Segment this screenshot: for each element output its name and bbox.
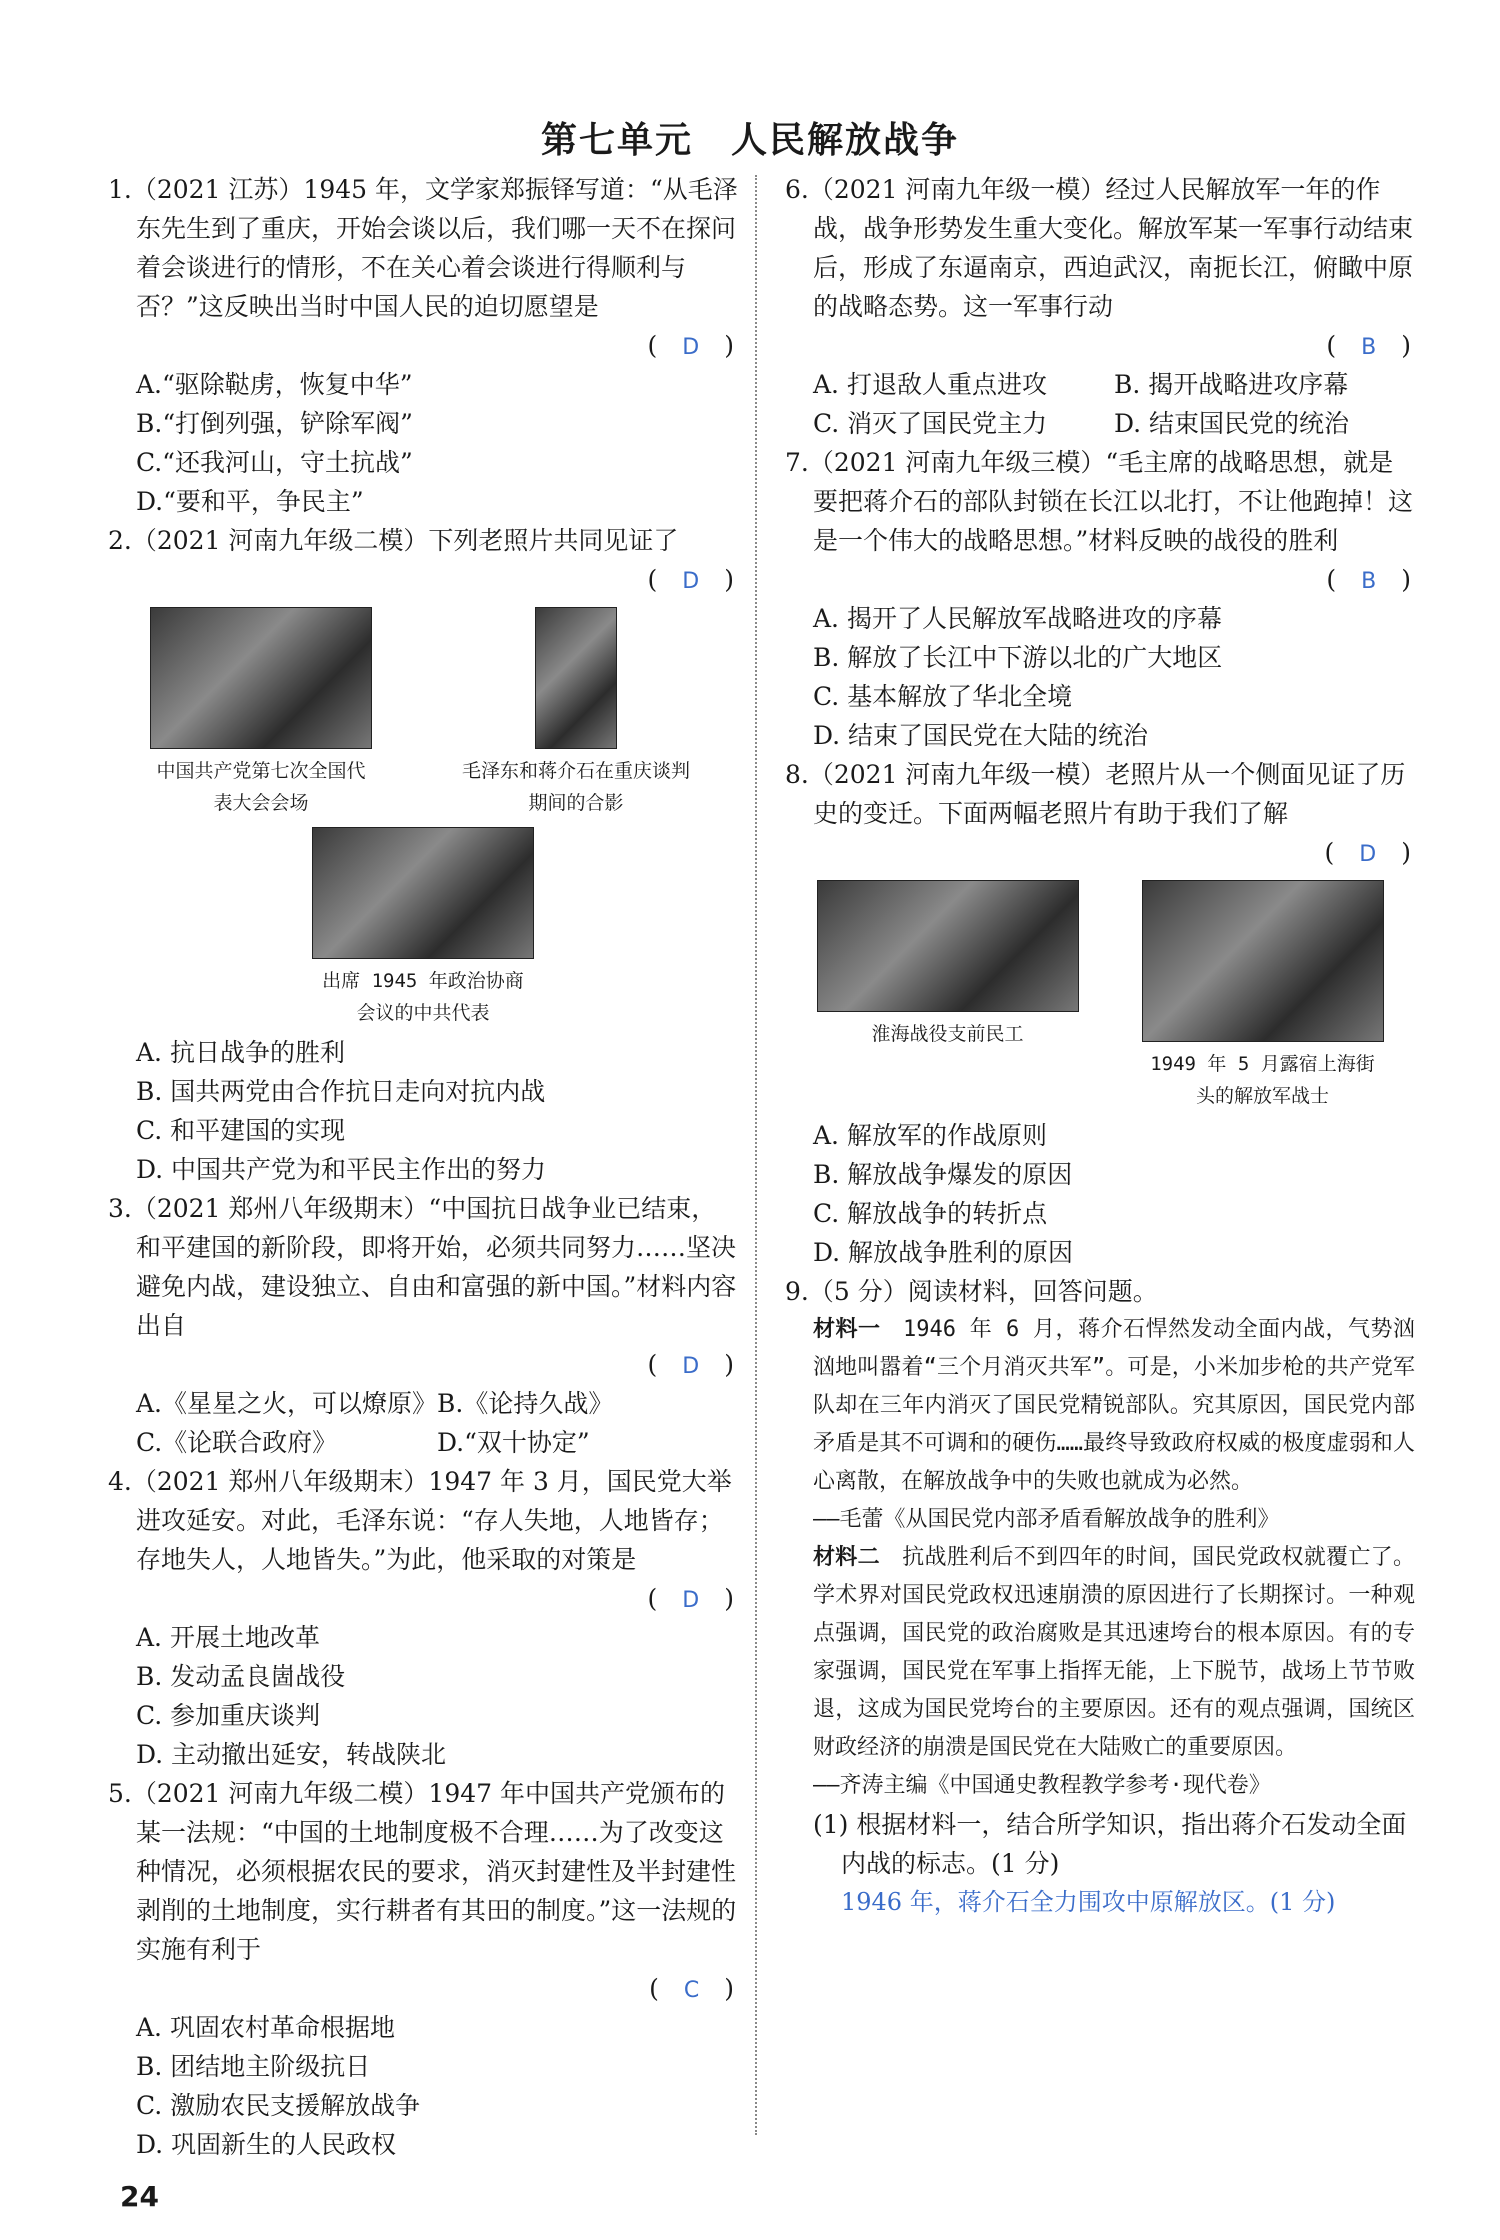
photo-row [785,880,1415,1112]
option: B. 国共两党由合作抗日走向对抗内战 [136,1077,546,1106]
question-stem: 7.（2021 河南九年级三模）“毛主席的战略思想，就是要把蒋介石的部队封锁在长江以北打，不让他跑掉！这是一个伟大的战略思想。”材料反映的战役的胜利 [785,448,1414,555]
answer-bracket: ( D ) [647,1350,734,1379]
question-6 [785,170,1415,443]
option: C.“还我河山，守土抗战” [136,448,413,477]
question-9 [785,1272,1415,1922]
answer: D [682,569,700,594]
question-3 [108,1189,738,1462]
material-text: 抗战胜利后不到四年的时间，国民党政权就覆亡了。学术界对国民党政权迅速崩溃的原因进行了长期探讨。一种观点强调，国民党的政治腐败是其迅速垮台的根本原因。有的专家强调，国民党在军事上指挥无能，上下脱节，战场上节节败退，这成为国民党垮台的主要原因。还有的观点强调，国统区财政经济的崩溃是国民党在大陆败亡的重要原因。 [813,1545,1415,1760]
answer: D [1359,842,1377,867]
answer-bracket: ( B ) [1326,331,1411,360]
answer: B [1361,569,1377,594]
option-row [785,404,1415,443]
option: A. 开展土地改革 [136,1623,320,1652]
answer: D [682,1588,700,1613]
question-8 [785,755,1415,1272]
column-divider [755,175,757,2135]
question-stem: 5.（2021 河南九年级二模）1947 年中国共产党颁布的某一法规：“中国的土地制度极不合理……为了改变这种情况，必须根据农民的要求，消灭封建性及半封建性剥削的土地制度，实行耕者有其田的制度。”这一法规的实施有利于 [108,1779,737,1964]
option: A.“驱除鞑虏，恢复中华” [136,370,413,399]
photo-image [312,827,534,959]
question-7 [785,443,1415,755]
material-label: 材料一 [813,1317,881,1342]
photo-caption: 出席 1945 年政治协商会议的中共代表 [322,970,524,1024]
option: D. 结束国民党的统治 [1114,409,1350,438]
answer-bracket: ( D ) [647,331,734,360]
option: B.《论持久战》 [437,1389,614,1418]
option: C. 参加重庆谈判 [136,1701,321,1730]
option: B. 解放战争爆发的原因 [813,1160,1073,1189]
photo-huaihai-workers [817,880,1079,1112]
answer-bracket: ( D ) [647,1584,734,1613]
question-2 [108,521,738,1189]
photo-image [817,880,1079,1012]
option: B. 发动孟良崮战役 [136,1662,346,1691]
option: A. 解放军的作战原则 [813,1121,1047,1150]
option: B. 揭开战略进攻序幕 [1114,370,1349,399]
material-text: 1946 年 6 月，蒋介石悍然发动全面内战，气势汹汹地叫嚣着“三个月消灭共军”。可是，小米加步枪的共产党军队却在三年内消灭了国民党精锐部队。究其原因，国民党内部矛盾是其不可调和的硬伤……最终导致政府权威的极度虚弱和人心离散，在解放战争中的失败也就成为必然。 [813,1317,1415,1494]
photo-caption: 淮海战役支前民工 [871,1023,1024,1045]
page-title: 第七单元 人民解放战争 [540,120,959,161]
question-stem: 3.（2021 郑州八年级期末）“中国抗日战争业已结束，和平建国的新阶段，即将开始，必须共同努力……坚决避免内战，建设独立、自由和富强的新中国。”材料内容出自 [108,1194,737,1340]
photo-image [1142,880,1384,1042]
option: A. 巩固农村革命根据地 [136,2013,395,2042]
option: A. 揭开了人民解放军战略进攻的序幕 [813,604,1222,633]
answer: D [682,335,700,360]
option: C. 消灭了国民党主力 [813,409,1048,438]
option: D. 解放战争胜利的原因 [813,1238,1074,1267]
answer-bracket: ( D ) [1324,838,1411,867]
option: A.《星星之火，可以燎原》 [136,1389,438,1418]
question-stem: 1.（2021 江苏）1945 年，文学家郑振铎写道：“从毛泽东先生到了重庆，开始会谈以后，我们哪一天不在探问着会谈进行的情形，不在关心着会谈进行得顺利与否？”这反映出当时中国人民的迫切愿望是 [108,175,738,321]
photo-caption: 1949 年 5 月露宿上海街头的解放军战士 [1150,1053,1375,1107]
photo-mao-chiang [456,607,696,819]
option: C. 和平建国的实现 [136,1116,346,1145]
option-row [108,1423,738,1462]
option-row [108,1384,738,1423]
sub-question-1: (1) 根据材料一，结合所学知识，指出蒋介石发动全面内战的标志。(1 分) [813,1810,1407,1878]
photo-caption: 中国共产党第七次全国代表大会会场 [156,760,366,814]
option: C.《论联合政府》 [136,1428,338,1457]
option: D. 主动撤出延安，转战陕北 [136,1740,447,1769]
photo-seventh-congress [150,607,372,819]
question-stem: 8.（2021 河南九年级一模）老照片从一个侧面见证了历史的变迁。下面两幅老照片有助于我们了解 [785,760,1406,828]
page-number: 24 [120,2180,159,2213]
material-source: ——毛蕾《从国民党内部矛盾看解放战争的胜利》 [813,1507,1280,1532]
photo-row [108,827,738,1029]
option-row [785,365,1415,404]
answer: C [683,1978,700,2003]
left-column [108,170,738,2164]
photo-image [535,607,617,749]
answer-bracket: ( D ) [647,565,734,594]
question-stem: 2.（2021 河南九年级二模）下列老照片共同见证了 [108,526,679,555]
answer: B [1361,335,1377,360]
question-5 [108,1774,738,2164]
photo-caption: 毛泽东和蒋介石在重庆谈判期间的合影 [461,760,690,814]
answer-bracket: ( B ) [1326,565,1411,594]
option: D.“要和平，争民主” [136,487,364,516]
material-label: 材料二 [813,1545,880,1570]
option: D. 中国共产党为和平民主作出的努力 [136,1155,547,1184]
photo-row [108,607,738,819]
question-1 [108,170,738,521]
material-two [785,1539,1415,1767]
question-4 [108,1462,738,1774]
answer: D [682,1354,700,1379]
option: C. 解放战争的转折点 [813,1199,1048,1228]
photo-shanghai-soldiers [1142,880,1384,1112]
photo-image [150,607,372,749]
answer-bracket: ( C ) [649,1974,734,2003]
photo-pcc-delegates [312,827,534,1029]
option: D. 巩固新生的人民政权 [136,2130,397,2159]
option: A. 打退敌人重点进攻 [813,370,1047,399]
option: A. 抗日战争的胜利 [136,1038,345,1067]
option: B. 团结地主阶级抗日 [136,2052,371,2081]
option: B. 解放了长江中下游以北的广大地区 [813,643,1223,672]
option: C. 基本解放了华北全境 [813,682,1073,711]
option: C. 激励农民支援解放战争 [136,2091,421,2120]
sub-question-1-answer: 1946 年，蒋介石全力围攻中原解放区。(1 分) [841,1888,1336,1916]
question-stem: 4.（2021 郑州八年级期末）1947 年 3 月，国民党大举进攻延安。对此，毛泽东说：“存人失地，人地皆存；存地失人，人地皆失。”为此，他采取的对策是 [108,1467,732,1574]
material-source: ——齐涛主编《中国通史教程教学参考·现代卷》 [813,1773,1271,1798]
option: D.“双十协定” [437,1428,590,1457]
option: D. 结束了国民党在大陆的统治 [813,721,1149,750]
material-one [785,1311,1415,1501]
right-column [785,170,1415,1922]
option: B.“打倒列强，铲除军阀” [136,409,413,438]
question-stem: 6.（2021 河南九年级一模）经过人民解放军一年的作战，战争形势发生重大变化。解放军某一军事行动结束后，形成了东逼南京，西迫武汉，南扼长江，俯瞰中原的战略态势。这一军事行动 [785,175,1414,321]
question-stem: 9.（5 分）阅读材料，回答问题。 [785,1277,1158,1306]
